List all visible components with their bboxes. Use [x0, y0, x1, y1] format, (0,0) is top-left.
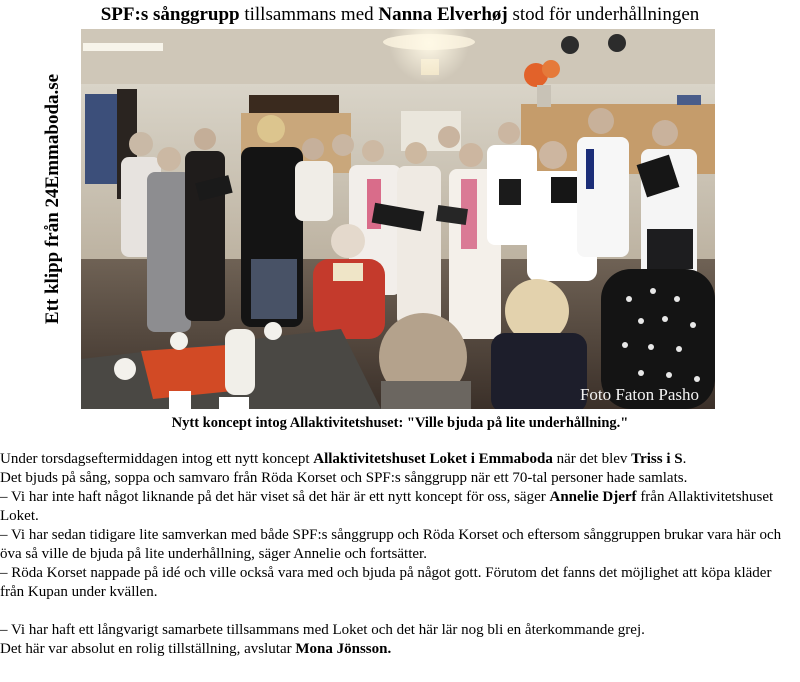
article-paragraph: – Vi har haft ett långvarigt samarbete tillsammans med Loket och det här lär nog bli en återkommande grej. [0, 622, 645, 638]
article-paragraph: – Röda Korset nappade på idé och ville också vara med och bjuda på något gott. Förutom det fanns det möjlighet att köpa kläder från Kupan under kvällen. [0, 565, 772, 600]
headline-performer: Nanna Elverhøj [378, 4, 508, 25]
headline-group: SPF:s sånggrupp [100, 4, 240, 25]
photo-caption: Nytt koncept intog Allaktivitetshuset: "Ville bjuda på lite underhållning." [171, 415, 629, 431]
event-photo [81, 29, 715, 409]
article-paragraph: – Vi har sedan tidigare lite samverkan med både SPF:s sånggrupp och Röda Korset och eftersom sånggruppen brukar vara här och öva så ville de bjuda på lite underhållning, säger Annelie och fortsätter. [0, 527, 782, 562]
article-text: – Vi har inte haft något liknande på det här viset så det här är ett nytt koncept för oss, säger [0, 489, 550, 505]
article-venue: Allaktivitetshuset Loket i Emmaboda [313, 451, 553, 467]
article-body [0, 450, 798, 659]
side-source-credit: Ett klipp från 24Emmaboda.se [42, 73, 63, 325]
article-paragraph [0, 450, 798, 469]
article-text: Under torsdagseftermiddagen intog ett nytt koncept [0, 451, 314, 467]
article-paragraph [0, 640, 798, 659]
headline-text: tillsammans med [239, 4, 379, 25]
article-text: från Allaktivitetshuset Loket. [0, 489, 774, 524]
article-event: Triss i S [631, 451, 683, 467]
photo-credit: Foto Faton Pasho [579, 385, 699, 404]
article-text: . [682, 451, 687, 467]
article-person: Annelie Djerf [549, 489, 637, 505]
article-text: Det här var absolut en rolig tillställning, avslutar [0, 641, 296, 657]
headline-text-end: stod för underhållningen [507, 4, 700, 25]
article-paragraph: Det bjuds på sång, soppa och samvaro från Röda Korset och SPF:s sånggrupp när ett 70-tal personer hade samlats. [0, 470, 688, 486]
headline [0, 4, 800, 26]
article-paragraph [0, 488, 798, 526]
article-text: när det blev [552, 451, 632, 467]
paragraph-spacer [0, 602, 798, 621]
event-photo-illustration [81, 29, 715, 409]
article-person: Mona Jönsson. [295, 641, 392, 657]
